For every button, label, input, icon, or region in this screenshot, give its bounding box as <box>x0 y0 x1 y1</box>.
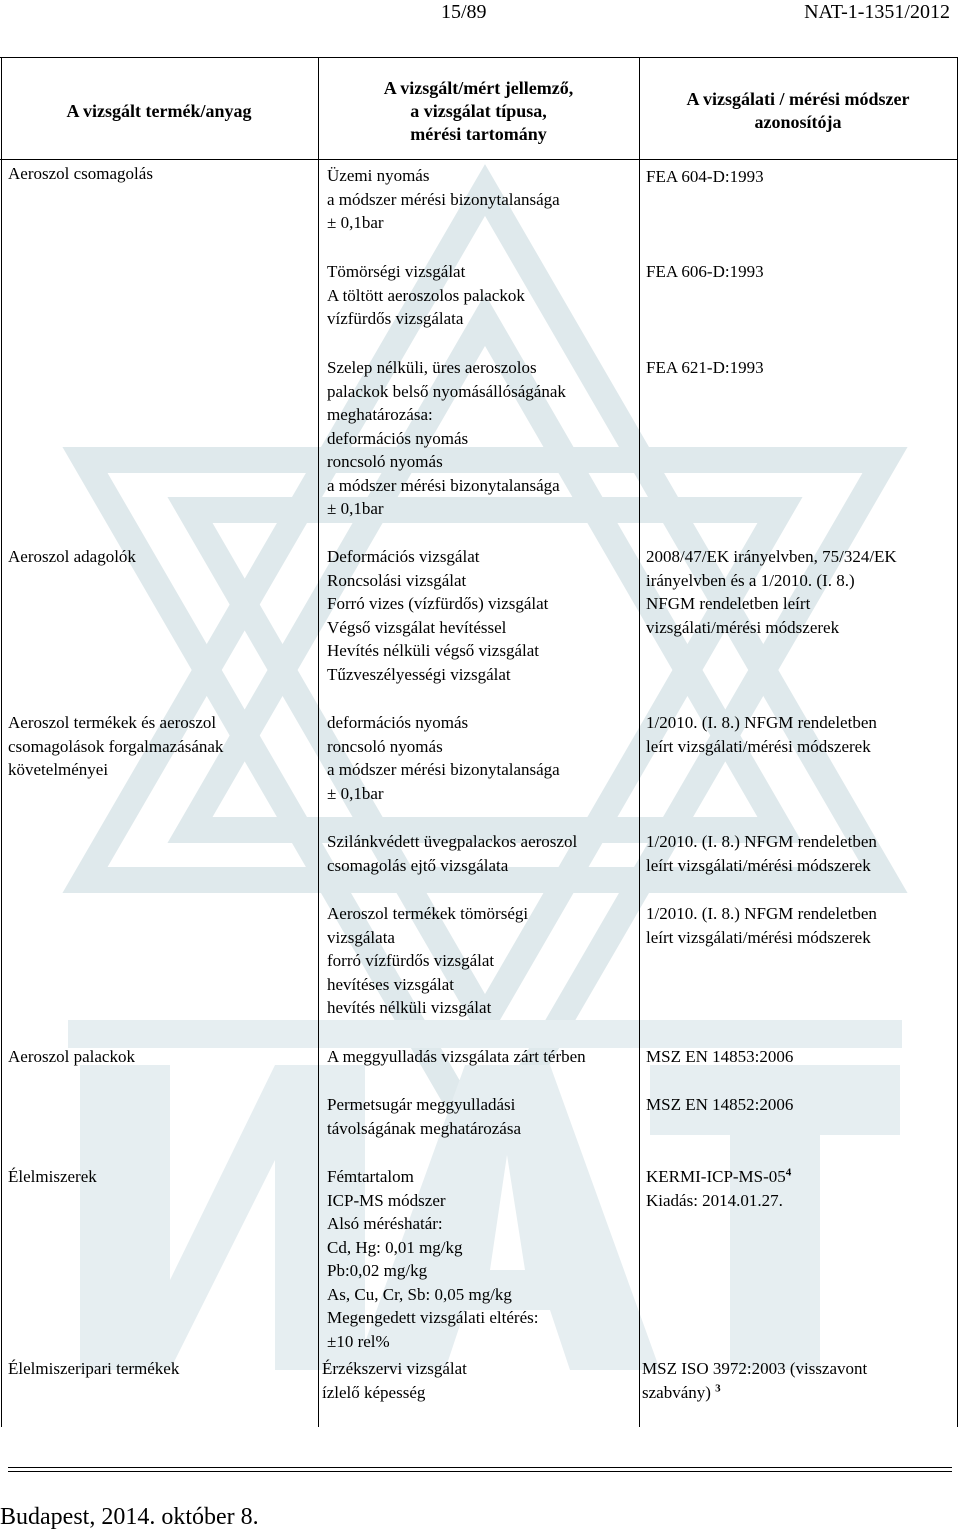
method-cell: 1/2010. (I. 8.) NFGM rendeletben leírt vizsgálati/mérési módszerek <box>646 832 877 875</box>
product-cell: Aeroszol palackok <box>8 1047 135 1066</box>
method-cell <box>642 1357 958 1404</box>
method-code: KERMI-ICP-MS-05 <box>646 1167 786 1186</box>
column-header-product: A vizsgált termék/anyag <box>66 101 252 121</box>
method-cell: 2008/47/EK irányelvben, 75/324/EK irányelvben és a 1/2010. (I. 8.) NFGM rendeletben leírt vizsgálati/mérési módszerek <box>646 547 897 637</box>
characteristic-cell: Szilánkvédett üvegpalackos aeroszol csomagolás ejtő vizsgálata <box>327 832 578 875</box>
footnote-ref: 4 <box>785 1166 792 1179</box>
characteristic-cell: Üzemi nyomás a módszer mérési bizonytalansága ± 0,1bar <box>327 166 560 232</box>
column-header-method: A vizsgálati / mérési módszer azonosítója <box>686 89 910 132</box>
product-cell: Élelmiszeripari termékek <box>8 1359 180 1378</box>
method-code: MSZ ISO 3972:2003 (visszavont <box>642 1359 868 1378</box>
method-note: szabvány) <box>642 1382 716 1402</box>
characteristic-cell: Szelep nélküli, üres aeroszolos palackok belső nyomásállóságának meghatározása: deformációs nyomás roncsoló nyomás a módszer mérési bizonytalansága ± 0,1bar <box>327 358 566 518</box>
characteristic-cell: deformációs nyomás roncsoló nyomás a módszer mérési bizonytalansága ± 0,1bar <box>327 713 560 803</box>
product-cell: Aeroszol termékek és aeroszol csomagolások forgalmazásának követelményei <box>8 713 224 779</box>
method-cell: 1/2010. (I. 8.) NFGM rendeletben leírt vizsgálati/mérési módszerek <box>646 713 877 756</box>
method-cell: MSZ EN 14853:2006 <box>646 1047 794 1066</box>
method-cell: FEA 606-D:1993 <box>646 262 764 281</box>
method-issue-date: Kiadás: 2014.01.27. <box>646 1190 783 1210</box>
method-cell: FEA 621-D:1993 <box>646 358 764 377</box>
document-id: NAT-1-1351/2012 <box>804 1 950 23</box>
characteristic-cell: Permetsugár meggyulladási távolságának meghatározása <box>327 1095 521 1138</box>
method-cell: FEA 604-D:1993 <box>646 167 764 186</box>
product-cell: Aeroszol csomagolás <box>8 164 153 183</box>
footer-place-date: Budapest, 2014. október 8. <box>0 1504 259 1530</box>
product-cell: Élelmiszerek <box>8 1167 97 1186</box>
method-cell: MSZ EN 14852:2006 <box>646 1095 794 1114</box>
characteristic-cell: Érzékszervi vizsgálat ízlelő képesség <box>322 1359 467 1402</box>
characteristic-cell: Aeroszol termékek tömörségi vizsgálata forró vízfürdős vizsgálat hevítéses vizsgálat hevítés nélküli vizsgálat <box>327 904 529 1017</box>
characteristic-cell: Fémtartalom ICP-MS módszer Alsó méréshatár: Cd, Hg: 0,01 mg/kg Pb:0,02 mg/kg As, Cu, Cr, Sb: 0,05 mg/kg Megengedett vizsgálati eltérés: ±10 rel% <box>327 1167 539 1351</box>
method-cell: 1/2010. (I. 8.) NFGM rendeletben leírt vizsgálati/mérési módszerek <box>646 904 877 947</box>
footnote-ref: 3 <box>715 1381 721 1394</box>
characteristic-cell: Deformációs vizsgálat Roncsolási vizsgálat Forró vizes (vízfürdős) vizsgálat Végső vizsgálat hevítéssel Hevítés nélküli végső vizsgálat Tűzveszélyességi vizsgálat <box>327 547 549 684</box>
page-number: 15/89 <box>441 1 487 23</box>
characteristic-cell: Tömörségi vizsgálat A töltött aeroszolos palackok vízfürdős vizsgálata <box>327 262 525 328</box>
method-cell <box>646 1165 958 1212</box>
product-cell: Aeroszol adagolók <box>8 547 136 566</box>
characteristic-cell: A meggyulladás vizsgálata zárt térben <box>327 1047 586 1066</box>
column-header-characteristic: A vizsgált/mért jellemző, a vizsgálat típusa, mérési tartomány <box>383 78 574 144</box>
